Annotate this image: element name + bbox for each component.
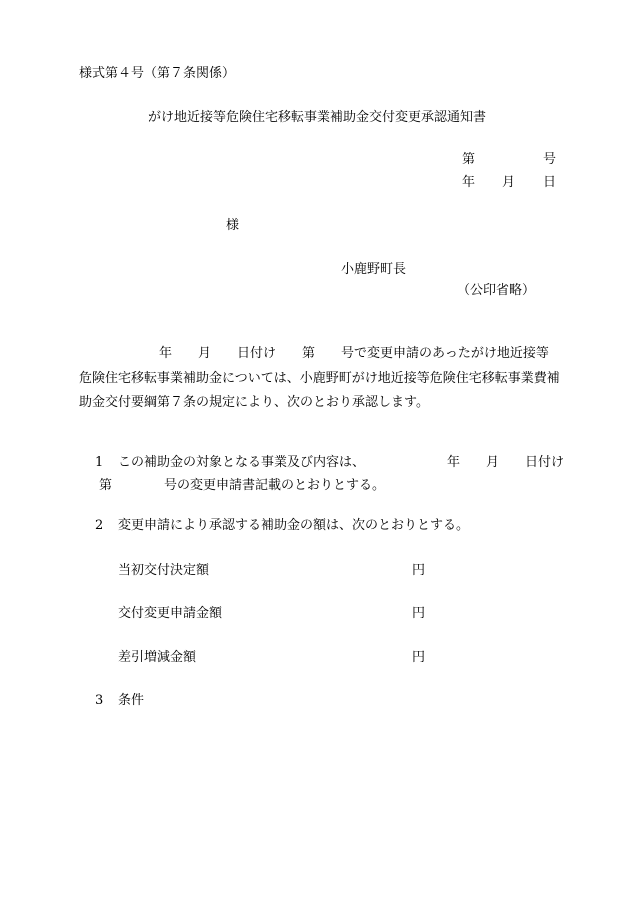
doc-number-dai: 第 bbox=[462, 152, 476, 167]
item-number: 2 bbox=[95, 518, 104, 533]
item-1-text-line2: 第 号の変更申請書記載のとおりとする。 bbox=[99, 478, 386, 493]
item-3-text: 条件 bbox=[118, 693, 145, 708]
body-line-2: 危険住宅移転事業補助金については、小鹿野町がけ地近接等危険住宅移転事業費補 bbox=[79, 371, 560, 386]
body-line-3: 助金交付要綱第７条の規定により、次のとおり承認します。 bbox=[79, 395, 429, 410]
item-number: 3 bbox=[95, 693, 104, 708]
seal-note: （公印省略） bbox=[457, 283, 536, 298]
body-line-1: 年 月 日付け 第 号で変更申請のあったがけ地近接等 bbox=[159, 346, 549, 361]
date-day: 日 bbox=[543, 175, 557, 190]
item-1-text-b: 年 月 日付け bbox=[447, 455, 565, 470]
amount-unit: 円 bbox=[412, 563, 426, 578]
amount-unit: 円 bbox=[412, 606, 426, 621]
item-1-text-a: この補助金の対象となる事業及び内容は、 bbox=[118, 455, 366, 470]
amount-label-initial: 当初交付決定額 bbox=[118, 563, 210, 578]
amount-label-change: 交付変更申請金額 bbox=[118, 606, 223, 621]
item-2-text: 変更申請により承認する補助金の額は、次のとおりとする。 bbox=[118, 518, 470, 533]
amount-unit: 円 bbox=[412, 650, 426, 665]
date-month: 月 bbox=[502, 175, 516, 190]
date-year: 年 bbox=[462, 175, 476, 190]
amount-label-difference: 差引増減金額 bbox=[118, 650, 197, 665]
form-label: 様式第４号（第７条関係） bbox=[79, 66, 236, 81]
document-title: がけ地近接等危険住宅移転事業補助金交付変更承認通知書 bbox=[148, 110, 487, 125]
doc-number-go: 号 bbox=[543, 152, 557, 167]
item-number: 1 bbox=[95, 455, 104, 470]
addressee-suffix: 様 bbox=[226, 218, 240, 233]
issuer-name: 小鹿野町長 bbox=[341, 262, 407, 277]
